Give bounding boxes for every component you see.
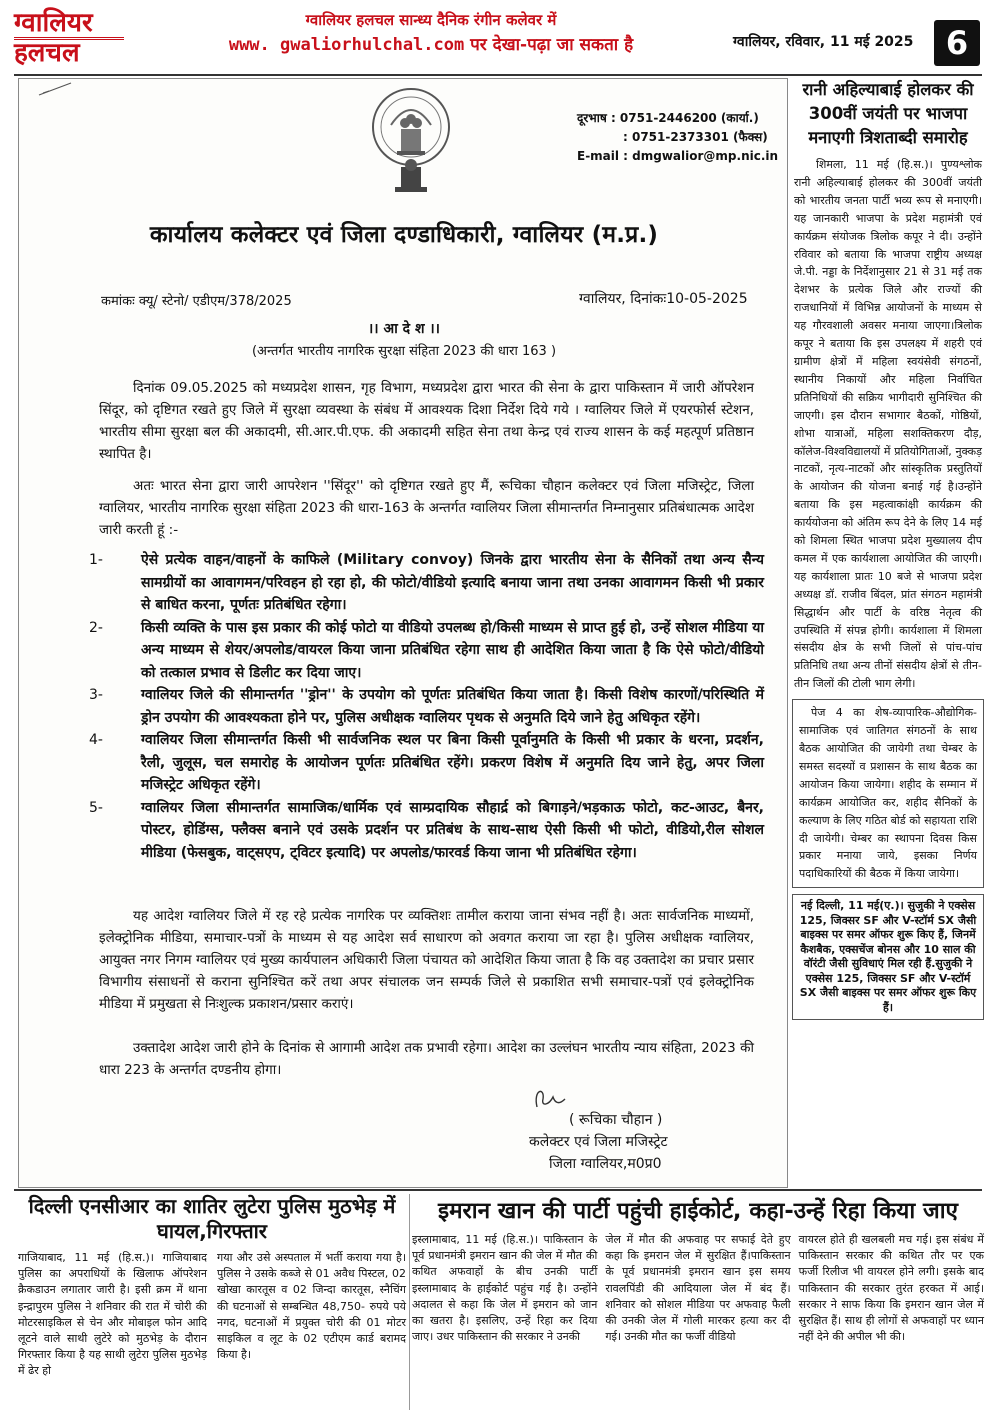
story-imran-headline[interactable]: इमरान खान की पार्टी पहुंची हाईकोर्ट, कहा-उन्हें रिहा किया जाए <box>438 1198 958 1224</box>
intro-paragraph-2: अतः भारत सेना द्वारा जारी आपरेशन ''सिंदूर'' को दृष्टिगत रखते हुए मैं, रूचिका चौहान कलेक्टर एवं जिला मजिस्ट्रेट, जिला ग्वालियर, भारतीय नागरिक सुरक्षा संहिता 2023 की धारा-163 के अन्तर्गत ग्वालियर जिला सीमान्तर्गत निम्नानुसार प्रतिबंधात्मक आदेश जारी करती हूं :- <box>99 478 754 538</box>
logo-line-1: ग्वालियर <box>14 8 93 38</box>
pen-mark-icon <box>37 79 77 99</box>
story-delhi-columns <box>18 1250 406 1380</box>
dateline: ग्वालियर, रविवार, 11 मई 2025 <box>733 34 914 50</box>
intro-paragraph: दिनांक 09.05.2025 को मध्यप्रदेश शासन, गृह विभाग, मध्यप्रदेश द्वारा भारत की सेना के द्वारा पाकिस्तान में जारी ऑपरेशन सिंदूर, को दृष्टिगत रखते हुए जिले में सुरक्षा व्यवस्था के संबंध में आवश्यक दिशा निर्देश दिये गये । ग्वालियर जिले में एयरफोर्स स्टेशन, भारतीय सीमा सुरक्षा बल की अकादमी, सी.आर.पी.एफ. की अकादमी सहित सेना तथा केन्द्र एवं राज्य शासन के कई महत्पूर्ण प्रतिष्ठान स्थापित है। <box>99 380 754 462</box>
email-address[interactable]: E-mail : dmgwalior@mp.nic.in <box>577 149 779 163</box>
promo-line-1: ग्वालियर हलचल सान्ध्य दैनिक रंगीन कलेवर में <box>305 11 557 29</box>
order-subheading: (अन्तर्गत भारतीय नागरिक सुरक्षा संहिता 2023 की धारा 163 ) <box>251 344 557 359</box>
article-headline[interactable]: रानी अहिल्याबाई होलकर की 300वीं जयंती पर भाजपा मनाएगी त्रिशताब्दी समारोह <box>802 80 974 147</box>
clause-number: 1- <box>89 552 103 568</box>
article-body <box>792 156 984 693</box>
clause-item <box>89 729 764 797</box>
order-clauses <box>89 549 764 864</box>
story-delhi <box>18 1194 406 1380</box>
clause-number: 3- <box>89 687 103 703</box>
continued-text: पेज 4 का शेष-व्यापारिक-औद्योगिक-सामाजिक एवं जातिगत संगठनों के साथ बैठक आयोजित की जायेगी तथा चेम्बर के समस्त सदस्यों व प्रशासन के साथ बैठक का आयोजन किया जायेगा। शहीद के सम्मान में कार्यक्रम आयोजित कर, शहीद सैनिकों के कल्याण के लिए गठित बोर्ड को सहायता राशि दी जायेगी। चेम्बर का स्थापना दिवस किस प्रकार मनाया जाये, इसका निर्णय पदाधिकारियों की बैठक में किया जायेगा। <box>799 706 977 881</box>
clause-text: किसी व्यक्ति के पास इस प्रकार की कोई फोटो या वीडियो उपलब्ध हो/किसी माध्यम से प्राप्त हुई हो, उन्हें सोशल मीडिया या अन्य माध्यम से शेयर/अपलोड/वायरल किया जाना प्रतिबंधित रहेगा साथ ही आदेशित किया जाता है कि ऐसे फोटो/वीडियो को तत्काल प्रभाव से डिलीट कर दिया जाए। <box>141 619 764 681</box>
story-delhi-col-2: गया और उसे अस्पताल में भर्ती कराया गया है। पुलिस ने उसके कब्जे से 01 अवैध पिस्टल, 02 खोखा कारतूस व 02 जिन्दा कारतूस, स्नैचिंग की घटनाओं से सम्बन्धित 48,750- रुपये पये नगद, घटनाओं में प्रयुक्त चोरी की 01 मोटर साइकिल व लूट के 02 एटीएम कार्ड बरामद किया है। <box>217 1251 406 1362</box>
clause-text: ऐसे प्रत्येक वाहन/वाहनों के काफिले (Military convoy) जिनके द्वारा भारतीय सेना के सैनिकों तथा अन्य सैन्य सामग्रीयों का आवागमन/परिवहन हो रहा हो, की फोटो/वीडियो इत्यादि बनाया जाना तथा उनका आवागमन किसी भी प्रकार से बाधित करना, पूर्णतः प्रतिबंधित रहेगा। <box>141 552 764 613</box>
story-imran-col-3: वायरल होते ही खलबली मच गई। इस संबंध में पाकिस्तान सरकार की कथित तौर पर एक फर्जी रिलीज भी वायरल होने लगी। इसके बाद पाकिस्तान की सरकार तुरंत हरकत में आई। सरकार ने साफ किया कि इमरान खान जेल में सुरक्षित हैं। साथ ही लोगों से अफवाहों पर ध्यान नहीं देने की अपील भी की। <box>798 1233 984 1344</box>
promo-line-2 <box>176 32 686 55</box>
logo-line-2: हलचल <box>14 37 124 67</box>
order-heading: ।। आ दे श ।। <box>368 321 440 337</box>
right-column <box>792 78 984 1020</box>
signature-block <box>529 1109 668 1175</box>
clause-text: ग्वालियर जिले की सीमान्तर्गत ''ड्रोन'' के उपयोग को पूर्णतः प्रतिबंधित किया जाता है। किसी विशेष कारणों/परिस्थिति में ड्रोन उपयोग की आवश्यकता होने पर, पुलिस अधीक्षक ग्वालियर पृथक से अनुमति दिये जाने हेतु अधिकृत रहेंगे। <box>141 687 764 726</box>
promo-banner <box>176 10 686 55</box>
story-delhi-headline[interactable]: दिल्ली एनसीआर का शातिर लुटेरा पुलिस मुठभेड़ में घायल,गिरफ्तार <box>28 1194 396 1243</box>
reference-number: कमांकः क्यू/ स्टेनो/ एडीएम/378/2025 <box>101 294 292 309</box>
story-delhi-col-1: गाजियाबाद, 11 मई (हि.स.)। गाजियाबाद पुलिस का अपराधियों के खिलाफ ऑपरेशन क्रैकडाउन लगातार जारी है। इसी क्रम में थाना इन्द्रापुरम पुलिस ने शनिवार की रात में चोरी की मोटरसाइकिल से चेन और मोबाइल फोन आदि लूटने वाले साथी लुटेरे को मुठभेड़ के दौरान गिरफ्तार किया है यह साथी लुटेरा पुलिस मुठभेड़ में ढेर हो <box>18 1251 207 1378</box>
story-imran-columns <box>412 1232 984 1345</box>
clause-item <box>89 617 764 685</box>
clause-text: ग्वालियर जिला सीमान्तर्गत सामाजिक/धार्मिक एवं साम्प्रदायिक सौहार्द्र को बिगाड़ने/भड़काऊ फोटो, कट-आउट, बैनर, पोस्टर, होडिंग्स, फ्लैक्स बनाने एवं उसके प्रदर्शन पर प्रतिबंध के साथ-साथ ऐसी किसी भी फोटो, वीडियो,रील सोशल मीडिया (फेसबुक, वाट्सएप, ट्विटर इत्यादि) पर अपलोड/फारवर्ड किया जाना भी प्रतिबंधित रहेगा। <box>141 799 764 861</box>
column-rule <box>409 1194 410 1410</box>
signer-place: जिला ग्वालियर,म0प्र0 <box>549 1156 662 1172</box>
phone-fax: : 0751-2373301 (फैक्स) <box>623 130 768 144</box>
clause-number: 4- <box>89 732 103 748</box>
article-text: शिमला, 11 मई (हि.स.)। पुण्यश्लोक रानी अहिल्याबाई होलकर की 300वीं जयंती को भारतीय जनता पार्टी भव्य रूप से मनाएगी। यह जानकारी भाजपा के प्रदेश महामंत्री एवं कार्यक्रम संयोजक त्रिलोक कपूर ने दी। उन्होंने रविवार को बताया कि भाजपा राष्ट्रीय अध्यक्ष जे.पी. नड्डा के निर्देशानुसार 21 से 31 मई तक देशभर के प्रत्येक जिले और राज्यों की राजधानियों में विभिन्न आयोजनों के माध्यम से यह गौरवशाली अवसर मनाया जाएगा।त्रिलोक कपूर ने बताया कि इस उपलक्ष्य में शहरी एवं ग्रामीण क्षेत्रों में महिला स्वयंसेवी संगठनों, स्थानीय निकायों और महिला निर्वाचित प्रतिनिधियों की सक्रिय भागीदारी सुनिश्चित की जाएगी। इस दौरान सभागार बैठकों, गोष्ठियों, शोभा यात्राओं, महिला सशक्तिकरण दौड़, कॉलेज-विश्वविद्यालयों में प्रतियोगिताओं, नुक्कड़ नाटकों, नृत्य-नाटकों और सांस्कृतिक प्रस्तुतियों के आयोजन की योजना बनाई गई है।उन्होंने बताया कि इस महत्वाकांक्षी कार्यक्रम की कार्ययोजना को अंतिम रूप देने के लिए 14 मई को शिमला स्थित भाजपा प्रदेश मुख्यालय दीप कमल में एक कार्यशाला आयोजित की जाएगी। यह कार्यशाला प्रातः 10 बजे से भाजपा प्रदेश अध्यक्ष डॉ. राजीव बिंदल, प्रांत संगठन महामंत्री सिद्धार्थन और पार्टी के वरिष्ठ नेतृत्व की उपस्थिति में संपन्न होगी। कार्यशाला में शिमला संसदीय क्षेत्र के सभी जिलों से पांच-पांच प्रतिनिधि तथा अन्य तीनों संसदीय क्षेत्रों से तीन-तीन जिलों की टोली भाग लेगी। <box>794 158 982 691</box>
promo-line-2-text: पर देखा-पढ़ा जा सकता है <box>464 35 634 55</box>
phone-office: दूरभाष : 0751-2446200 (कार्या.) <box>577 111 759 125</box>
story-imran-col-1: इस्लामाबाद, 11 मई (हि.स.)। पाकिस्तान के पूर्व प्रधानमंत्री इमरान खान की जेल में मौत की कथित अफवाहों के बीच उनकी पार्टी इस्लामाबाद के हाईकोर्ट पहुंच गई है। उन्होंने अदालत से कहा कि जेल में इमरान को जान का खतरा है। इसलिए, उन्हें रिहा कर दिया जाए। उधर पाकिस्तान की सरकार ने उनकी <box>412 1233 598 1344</box>
footer-paragraph: यह आदेश ग्वालियर जिले में रह रहे प्रत्येक नागरिक पर व्यक्तिशः तामील कराया जाना संभव नहीं है। अतः सार्वजनिक माध्यमों, इलेक्ट्रोनिक मीडिया, समाचार-पत्रों के माध्यम से यह आदेश सर्व साधारण को अवगत कराया जा रहा है। पुलिस अधीक्षक ग्वालियर, आयुक्त नगर निगम ग्वालियर एवं मुख्य कार्यपालन अधिकारी जिला पंचायत को आदेशित किया जाता है कि वह उक्तादेश का प्रचार प्रसार विभागीय संसाधनों से कराना सुनिश्चित करें तथा अपर संचालक जन सम्पर्क जिले से प्रकाशित सभी समाचार-पत्रों एवं इलेक्ट्रोनिक मीडिया में प्रमुखता से निःशुल्क प्रकाशन/प्रसार कराएं। <box>99 908 754 1012</box>
story-imran <box>412 1194 984 1345</box>
clause-number: 5- <box>89 799 103 816</box>
collector-order-document <box>18 78 788 1188</box>
clause-item <box>89 797 764 865</box>
order-date: ग्वालियर, दिनांकः10-05-2025 <box>579 291 748 307</box>
section-divider <box>14 1189 982 1191</box>
brief-box: नई दिल्ली, 11 मई(ए.)। सुजुकी ने एक्सेस 125, जिक्सर SF और V-स्टॉर्म SX जैसी बाइक्स पर समर ऑफर शुरू किए हैं, जिनमें कैशबैक, एक्सचेंज बोनस और 10 साल की वॉरंटी जैसी सुविधाएं मिल रही हैं.सुजुकी ने एक्सेस 125, जिक्सर SF और V-स्टॉर्म SX जैसी बाइक्स पर समर ऑफर शुरू किए हैं। <box>792 894 984 1020</box>
office-title: कार्यालय कलेक्टर एवं जिला दण्डाधिकारी, ग्वालियर (म.प्र.) <box>149 222 659 248</box>
clause-text: ग्वालियर जिला सीमान्तर्गत किसी भी सार्वजनिक स्थल पर बिना किसी पूर्वानुमति के किसी भी प्रकार के धरना, प्रदर्शन, रैली, जुलूस, चल समारोह के आयोजन पूर्णतः प्रतिबंधित रहेंगे। प्रकरण विशेष में अनुमति दिय जाने हेतु, अपर जिला मजिस्ट्रेट अधिकृत रहेंगे। <box>141 732 764 793</box>
clause-item <box>89 684 764 729</box>
promo-url[interactable]: www. gwaliorhulchal.com <box>228 35 465 55</box>
footer-paragraph-2: उक्तादेश आदेश जारी होने के दिनांक से आगामी आदेश तक प्रभावी रहेगा। आदेश का उल्लंघन भारतीय न्याय संहिता, 2023 की धारा 223 के अन्तर्गत दण्डनीय होगा। <box>99 1040 754 1078</box>
newspaper-logo[interactable] <box>14 10 124 72</box>
signer-name: ( रूचिका चौहान ) <box>569 1112 663 1128</box>
signer-title: कलेक्टर एवं जिला मजिस्ट्रेट <box>529 1134 668 1150</box>
contact-block <box>577 109 778 166</box>
continued-box <box>792 699 984 888</box>
page-number-badge: 6 <box>934 20 980 66</box>
clause-number: 2- <box>89 619 103 636</box>
masthead-divider <box>14 74 982 76</box>
clause-item <box>89 549 764 617</box>
story-imran-col-2: जेल में मौत की अफवाह पर सफाई देते हुए कहा कि इमरान जेल में सुरक्षित हैं।पाकिस्तान के पूर्व प्रधानमंत्री इमरान खान इस समय रावलपिंडी की आदियाला जेल में बंद हैं। शनिवार को सोशल मीडिया पर अफवाह फैली की उनकी जेल में गोली मारकर हत्या कर दी गई। उनकी मौत का फर्जी वीडियो <box>605 1233 791 1344</box>
masthead <box>0 0 1000 78</box>
state-emblem-icon <box>361 85 461 197</box>
